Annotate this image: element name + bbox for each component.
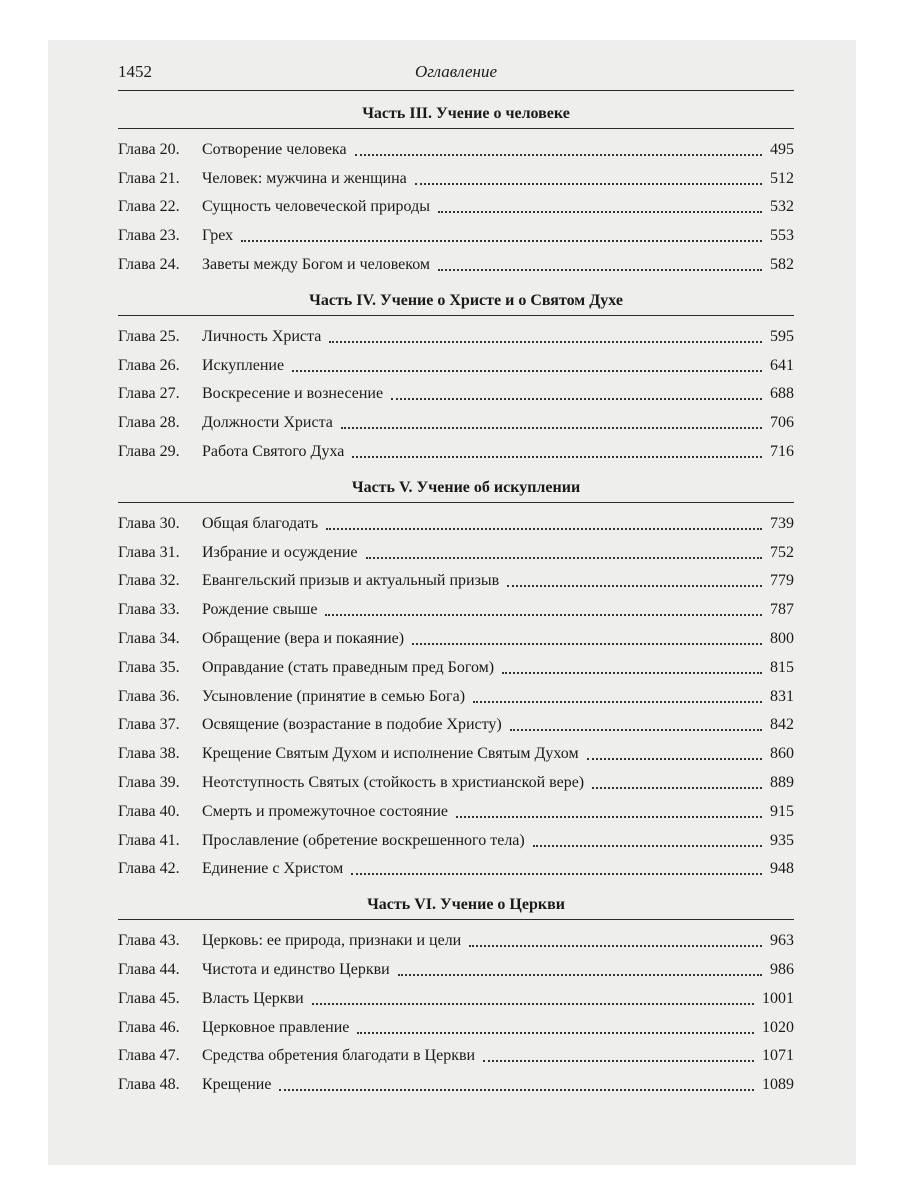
chapter-page-number: 800 <box>770 629 794 647</box>
chapter-page-number: 986 <box>770 960 794 978</box>
chapter-number: Глава 32. <box>118 572 180 590</box>
chapter-number: Глава 25. <box>118 327 180 345</box>
chapter-title: Евангельский призыв и актуальный призыв <box>202 572 500 590</box>
toc-entry <box>118 246 794 275</box>
chapter-page-number: 752 <box>770 543 794 561</box>
chapter-title: Грех <box>202 227 234 245</box>
toc-entry <box>118 189 794 218</box>
chapter-title: Личность Христа <box>202 327 322 345</box>
chapter-page-number: 842 <box>770 716 794 734</box>
chapter-title: Прославление (обретение воскрешенного тела) <box>202 831 525 849</box>
chapter-page-number: 595 <box>770 327 794 345</box>
toc-part <box>118 891 794 1095</box>
chapter-title: Освящение (возрастание в подобие Христу) <box>202 716 502 734</box>
dot-leader <box>312 1003 754 1005</box>
toc-entry <box>118 980 794 1009</box>
part-divider <box>118 919 794 920</box>
dot-leader <box>473 701 762 703</box>
toc-entry <box>118 649 794 678</box>
dot-leader <box>326 528 762 530</box>
chapter-page-number: 935 <box>770 831 794 849</box>
chapter-number: Глава 27. <box>118 385 180 403</box>
chapter-number: Глава 44. <box>118 960 180 978</box>
dot-leader <box>329 341 762 343</box>
dot-leader <box>325 614 762 616</box>
chapter-number: Глава 45. <box>118 989 180 1007</box>
running-title: Оглавление <box>414 62 498 81</box>
toc-entry <box>118 217 794 246</box>
dot-leader <box>456 816 762 818</box>
toc-entry <box>118 1066 794 1095</box>
chapter-page-number: 860 <box>770 745 794 763</box>
chapter-number: Глава 37. <box>118 716 180 734</box>
chapter-number: Глава 21. <box>118 169 180 187</box>
chapter-title: Рождение свыше <box>202 601 318 619</box>
dot-leader <box>415 183 762 185</box>
chapter-number: Глава 30. <box>118 514 180 532</box>
chapter-number: Глава 35. <box>118 658 180 676</box>
dot-leader <box>483 1060 754 1062</box>
chapter-title: Крещение <box>202 1076 272 1094</box>
chapter-page-number: 963 <box>770 932 794 950</box>
chapter-page-number: 582 <box>770 255 794 273</box>
dot-leader <box>355 154 762 156</box>
chapter-page-number: 831 <box>770 687 794 705</box>
toc-part <box>118 100 794 275</box>
chapter-title: Человек: мужчина и женщина <box>202 169 407 187</box>
chapter-page-number: 553 <box>770 227 794 245</box>
chapter-title: Избрание и осуждение <box>202 543 358 561</box>
toc-entry <box>118 318 794 347</box>
part-divider <box>118 315 794 316</box>
part-title: Часть V. Учение об искуплении <box>351 478 581 496</box>
chapter-number: Глава 47. <box>118 1047 180 1065</box>
dot-leader <box>366 557 762 559</box>
chapter-number: Глава 24. <box>118 255 180 273</box>
chapter-number: Глава 23. <box>118 227 180 245</box>
toc-entry <box>118 505 794 534</box>
chapter-number: Глава 41. <box>118 831 180 849</box>
dot-leader <box>241 240 762 242</box>
chapter-number: Глава 40. <box>118 802 180 820</box>
dot-leader <box>510 729 762 731</box>
dot-leader <box>341 427 762 429</box>
chapter-number: Глава 48. <box>118 1076 180 1094</box>
chapter-page-number: 688 <box>770 385 794 403</box>
toc-entry <box>118 160 794 189</box>
toc-entry <box>118 1038 794 1067</box>
header-rule <box>118 90 794 91</box>
dot-leader <box>398 974 762 976</box>
chapter-page-number: 915 <box>770 802 794 820</box>
dot-leader <box>279 1089 754 1091</box>
chapter-title: Неотступность Святых (стойкость в христианской вере) <box>202 773 585 791</box>
toc-entry <box>118 793 794 822</box>
chapter-number: Глава 31. <box>118 543 180 561</box>
toc-entry <box>118 822 794 851</box>
chapter-title: Обращение (вера и покаяние) <box>202 629 405 647</box>
toc-entry <box>118 764 794 793</box>
chapter-title: Чистота и единство Церкви <box>202 960 390 978</box>
chapter-title: Усыновление (принятие в семью Бога) <box>202 687 466 705</box>
chapter-number: Глава 29. <box>118 442 180 460</box>
dot-leader <box>438 211 762 213</box>
chapter-number: Глава 22. <box>118 198 180 216</box>
chapter-page-number: 706 <box>770 414 794 432</box>
dot-leader <box>592 787 762 789</box>
toc-entry <box>118 707 794 736</box>
chapter-number: Глава 38. <box>118 745 180 763</box>
toc-entry <box>118 1009 794 1038</box>
toc-entry <box>118 347 794 376</box>
chapter-page-number: 889 <box>770 773 794 791</box>
chapter-title: Искупление <box>202 356 285 374</box>
toc-entry <box>118 376 794 405</box>
toc-entry <box>118 563 794 592</box>
chapter-title: Сущность человеческой природы <box>202 198 430 216</box>
chapter-number: Глава 33. <box>118 601 180 619</box>
chapter-page-number: 779 <box>770 572 794 590</box>
toc-entry <box>118 851 794 880</box>
chapter-title: Сотворение человека <box>202 140 347 158</box>
dot-leader <box>352 456 762 458</box>
toc-entry <box>118 591 794 620</box>
dot-leader <box>292 370 762 372</box>
toc-entry <box>118 735 794 764</box>
chapter-page-number: 787 <box>770 601 794 619</box>
chapter-number: Глава 42. <box>118 860 180 878</box>
chapter-page-number: 1001 <box>762 989 794 1007</box>
chapter-title: Церковь: ее природа, признаки и цели <box>202 932 462 950</box>
chapter-page-number: 739 <box>770 514 794 532</box>
table-of-contents <box>118 100 794 1095</box>
chapter-number: Глава 28. <box>118 414 180 432</box>
chapter-page-number: 495 <box>770 140 794 158</box>
chapter-number: Глава 20. <box>118 140 180 158</box>
chapter-page-number: 948 <box>770 860 794 878</box>
toc-part <box>118 474 794 879</box>
dot-leader <box>351 873 762 875</box>
toc-entry <box>118 404 794 433</box>
chapter-title: Заветы между Богом и человеком <box>202 255 431 273</box>
dot-leader <box>391 398 762 400</box>
chapter-number: Глава 26. <box>118 356 180 374</box>
chapter-title: Крещение Святым Духом и исполнение Святым Духом <box>202 745 579 763</box>
dot-leader <box>507 585 762 587</box>
toc-entry <box>118 620 794 649</box>
chapter-page-number: 512 <box>770 169 794 187</box>
chapter-number: Глава 43. <box>118 932 180 950</box>
dot-leader <box>469 945 762 947</box>
toc-entry <box>118 922 794 951</box>
chapter-title: Церковное правление <box>202 1018 350 1036</box>
chapter-title: Власть Церкви <box>202 989 304 1007</box>
part-title: Часть IV. Учение о Христе и о Святом Духе <box>309 291 623 309</box>
page-header <box>118 62 794 90</box>
chapter-page-number: 641 <box>770 356 794 374</box>
chapter-title: Должности Христа <box>202 414 333 432</box>
chapter-page-number: 1089 <box>762 1076 794 1094</box>
toc-part <box>118 287 794 462</box>
chapter-title: Работа Святого Духа <box>202 442 345 460</box>
dot-leader <box>357 1032 754 1034</box>
chapter-title: Общая благодать <box>202 514 319 532</box>
chapter-title: Оправдание (стать праведным пред Богом) <box>202 658 495 676</box>
dot-leader <box>502 672 762 674</box>
dot-leader <box>412 643 762 645</box>
dot-leader <box>438 269 762 271</box>
part-title: Часть III. Учение о человеке <box>362 105 570 122</box>
toc-entry <box>118 534 794 563</box>
dot-leader <box>533 845 762 847</box>
chapter-page-number: 1071 <box>762 1047 794 1065</box>
page-number: 1452 <box>118 62 152 81</box>
toc-entry <box>118 951 794 980</box>
toc-entry <box>118 678 794 707</box>
chapter-title: Единение с Христом <box>202 860 344 878</box>
chapter-number: Глава 34. <box>118 629 180 647</box>
chapter-number: Глава 39. <box>118 773 180 791</box>
chapter-title: Воскресение и вознесение <box>202 385 384 403</box>
chapter-page-number: 815 <box>770 658 794 676</box>
chapter-number: Глава 36. <box>118 687 180 705</box>
chapter-page-number: 716 <box>770 442 794 460</box>
chapter-number: Глава 46. <box>118 1018 180 1036</box>
part-divider <box>118 502 794 503</box>
dot-leader <box>587 758 762 760</box>
chapter-page-number: 532 <box>770 198 794 216</box>
part-title: Часть VI. Учение о Церкви <box>367 896 565 914</box>
toc-entry <box>118 131 794 160</box>
part-divider <box>118 128 794 129</box>
chapter-page-number: 1020 <box>762 1018 794 1036</box>
chapter-title: Средства обретения благодати в Церкви <box>202 1047 476 1065</box>
toc-entry <box>118 433 794 462</box>
chapter-title: Смерть и промежуточное состояние <box>202 802 449 820</box>
